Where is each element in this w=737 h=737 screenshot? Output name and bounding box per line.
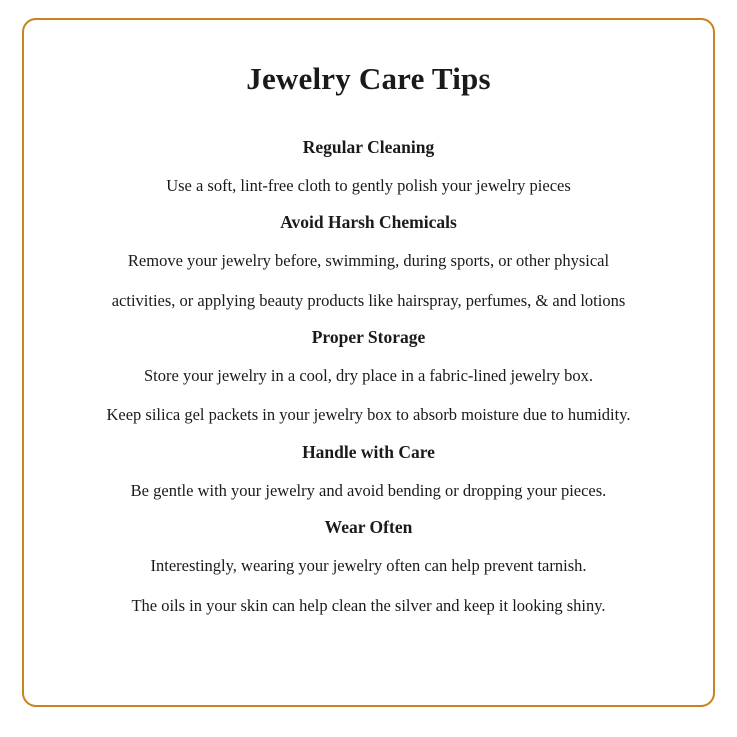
section-heading: Avoid Harsh Chemicals: [280, 212, 457, 233]
section-line: Remove your jewelry before, swimming, during sports, or other physical: [127, 251, 610, 271]
section-line: Be gentle with your jewelry and avoid bending or dropping your pieces.: [130, 480, 607, 500]
document-content: [24, 20, 713, 625]
section-line: Store your jewelry in a cool, dry place in a fabric-lined jewelry box.: [143, 366, 593, 386]
section-proper-storage: [50, 320, 687, 435]
section-regular-cleaning: [50, 130, 687, 205]
section-wear-often: [50, 510, 687, 625]
section-heading: Regular Cleaning: [302, 137, 435, 158]
section-line: Keep silica gel packets in your jewelry box to absorb moisture due to humidity.: [106, 405, 631, 425]
section-line: activities, or applying beauty products like hairspray, perfumes, & and lotions: [111, 290, 626, 310]
section-heading: Handle with Care: [302, 441, 435, 462]
section-heading: Proper Storage: [311, 327, 426, 348]
page-title: Jewelry Care Tips: [246, 61, 491, 96]
jewelry-care-card: [22, 18, 715, 707]
section-line: Interestingly, wearing your jewelry often can help prevent tarnish.: [150, 556, 587, 576]
section-heading: Wear Often: [324, 517, 413, 538]
section-avoid-harsh-chemicals: [50, 205, 687, 320]
section-line: Use a soft, lint-free cloth to gently polish your jewelry pieces: [166, 175, 571, 195]
section-line: The oils in your skin can help clean the silver and keep it looking shiny.: [131, 595, 606, 615]
section-handle-with-care: [50, 435, 687, 510]
